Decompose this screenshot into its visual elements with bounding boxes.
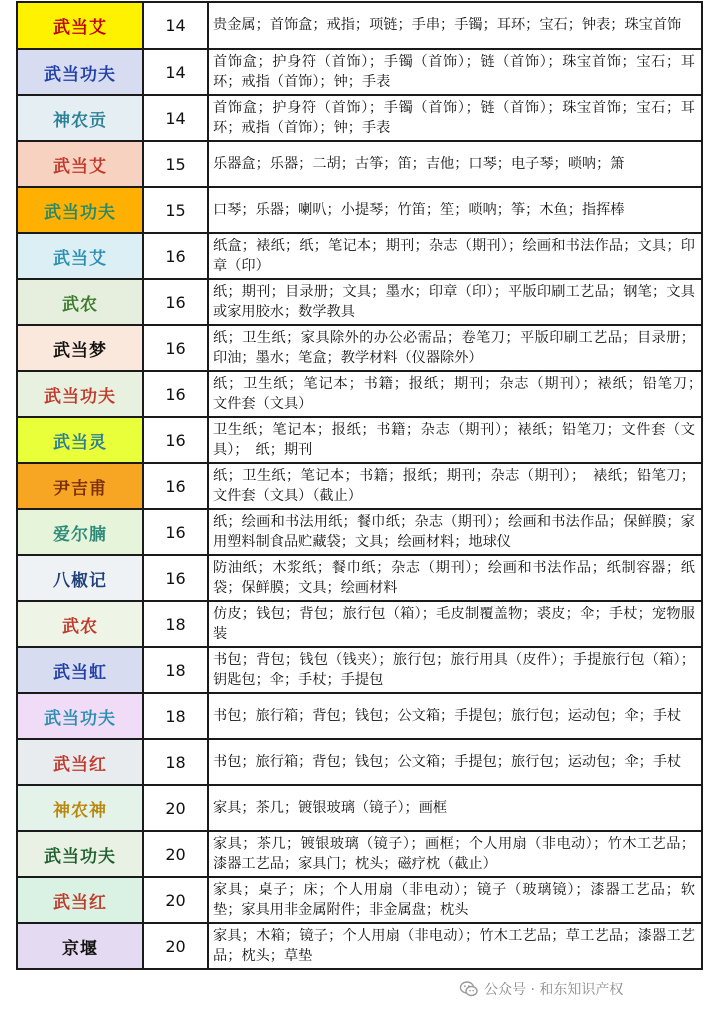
table-row — [17, 831, 702, 877]
class-number-cell: 14 — [143, 49, 208, 95]
goods-list-cell: 书包；背包；钱包（钱夹）；旅行包；旅行用具（皮件）；手提旅行包（箱）；钥匙包；伞；手杖；手提包 — [208, 647, 702, 693]
class-number-cell: 18 — [143, 693, 208, 739]
trademark-name-cell: 尹吉甫 — [17, 463, 143, 509]
trademark-name-cell: 武当艾 — [17, 2, 143, 49]
class-number-cell: 16 — [143, 417, 208, 463]
table-row — [17, 95, 702, 141]
class-number-cell: 16 — [143, 509, 208, 555]
class-number-cell: 16 — [143, 279, 208, 325]
goods-list-cell: 首饰盒；护身符（首饰）；手镯（首饰）；链（首饰）；珠宝首饰；宝石；耳环；戒指（首饰）；钟；手表 — [208, 95, 702, 141]
goods-list-cell: 仿皮；钱包；背包；旅行包（箱）；毛皮制覆盖物；裘皮；伞；手杖；宠物服装 — [208, 601, 702, 647]
class-number-cell: 18 — [143, 601, 208, 647]
class-number-cell: 16 — [143, 233, 208, 279]
trademark-name-cell: 武当功夫 — [17, 693, 143, 739]
table-row — [17, 647, 702, 693]
goods-list-cell: 卫生纸；笔记本；报纸；书籍；杂志（期刊）；裱纸；铅笔刀；文件套（文具）； 纸；期刊 — [208, 417, 702, 463]
trademark-name-cell: 武当功夫 — [17, 187, 143, 233]
table-row — [17, 555, 702, 601]
class-number-cell: 16 — [143, 325, 208, 371]
wechat-icon — [459, 979, 479, 999]
goods-list-cell: 家具；桌子；床；个人用扇（非电动）；镜子（玻璃镜）；漆器工艺品；软垫；家具用非金属附件；非金属盘；枕头 — [208, 877, 702, 923]
class-number-cell: 20 — [143, 831, 208, 877]
table-row — [17, 49, 702, 95]
trademark-name-cell: 武当红 — [17, 739, 143, 785]
table-row — [17, 233, 702, 279]
trademark-name-cell: 神农神 — [17, 785, 143, 831]
table-row — [17, 463, 702, 509]
trademark-name-cell: 武当功夫 — [17, 831, 143, 877]
trademark-name-cell: 武当梦 — [17, 325, 143, 371]
goods-list-cell: 乐器盒；乐器；二胡；古筝；笛；吉他；口琴；电子琴；唢呐；箫 — [208, 141, 702, 187]
goods-list-cell: 首饰盒；护身符（首饰）；手镯（首饰）；链（首饰）；珠宝首饰；宝石；耳环；戒指（首饰）；钟；手表 — [208, 49, 702, 95]
goods-list-cell: 纸；卫生纸；笔记本；书籍；报纸；期刊；杂志（期刊）；裱纸；铅笔刀； 文件套（文具） — [208, 371, 702, 417]
goods-list-cell: 家具；茶几；镀银玻璃（镜子）；画框 — [208, 785, 702, 831]
goods-list-cell: 书包；旅行箱；背包；钱包；公文箱；手提包；旅行包；运动包；伞；手杖 — [208, 739, 702, 785]
table-row — [17, 371, 702, 417]
table-row — [17, 877, 702, 923]
watermark — [455, 976, 627, 1002]
goods-list-cell: 防油纸；木浆纸；餐巾纸；杂志（期刊）；绘画和书法作品；纸制容器；纸袋；保鲜膜；文具；绘画材料 — [208, 555, 702, 601]
goods-list-cell: 贵金属；首饰盒；戒指；项链；手串；手镯；耳环；宝石；钟表；珠宝首饰 — [208, 2, 702, 49]
class-number-cell: 14 — [143, 95, 208, 141]
trademark-table — [16, 1, 710, 970]
goods-list-cell: 家具；木箱；镜子；个人用扇（非电动）；竹木工艺品；草工艺品；漆器工艺品；枕头；草垫 — [208, 923, 702, 969]
class-number-cell: 18 — [143, 647, 208, 693]
trademark-name-cell: 武农 — [17, 601, 143, 647]
class-number-cell: 16 — [143, 371, 208, 417]
trademark-name-cell: 武当艾 — [17, 233, 143, 279]
watermark-text: 公众号 · 和东知识产权 — [484, 982, 624, 998]
goods-list-cell: 口琴；乐器；喇叭；小提琴；竹笛；笙；唢呐；筝；木鱼；指挥棒 — [208, 187, 702, 233]
class-number-cell: 20 — [143, 785, 208, 831]
goods-list-cell: 纸；卫生纸；笔记本；书籍；报纸；期刊；杂志（期刊）； 裱纸；铅笔刀；文件套（文具）（截止） — [208, 463, 702, 509]
class-number-cell: 20 — [143, 877, 208, 923]
trademark-name-cell: 武当灵 — [17, 417, 143, 463]
trademark-name-cell: 爱尔腩 — [17, 509, 143, 555]
trademark-table-body — [17, 2, 710, 969]
class-number-cell: 15 — [143, 141, 208, 187]
trademark-name-cell: 武农 — [17, 279, 143, 325]
goods-list-cell: 家具；茶几；镀银玻璃（镜子）；画框；个人用扇（非电动）；竹木工艺品；漆器工艺品；家具门；枕头；磁疗枕（截止） — [208, 831, 702, 877]
goods-list-cell: 纸；卫生纸；家具除外的办公必需品；卷笔刀；平版印刷工艺品；目录册；印油；墨水；笔盒；教学材料（仪器除外） — [208, 325, 702, 371]
goods-list-cell: 书包；旅行箱；背包；钱包；公文箱；手提包；旅行包；运动包；伞；手杖 — [208, 693, 702, 739]
table-row — [17, 325, 702, 371]
trademark-name-cell: 武当虹 — [17, 647, 143, 693]
goods-list-cell: 纸；绘画和书法用纸；餐巾纸；杂志（期刊）；绘画和书法作品；保鲜膜；家用塑料制食品贮藏袋；文具；绘画材料；地球仪 — [208, 509, 702, 555]
class-number-cell: 16 — [143, 463, 208, 509]
trademark-name-cell: 京堰 — [17, 923, 143, 969]
table-row — [17, 141, 702, 187]
table-row — [17, 2, 702, 49]
class-number-cell: 16 — [143, 555, 208, 601]
class-number-cell: 15 — [143, 187, 208, 233]
trademark-name-cell: 八椒记 — [17, 555, 143, 601]
table-row — [17, 693, 702, 739]
table-row — [17, 739, 702, 785]
trademark-name-cell: 神农贡 — [17, 95, 143, 141]
trademark-name-cell: 武当功夫 — [17, 49, 143, 95]
goods-list-cell: 纸盒；裱纸；纸；笔记本；期刊；杂志（期刊）；绘画和书法作品；文具；印章（印） — [208, 233, 702, 279]
class-number-cell: 20 — [143, 923, 208, 969]
table-row — [17, 785, 702, 831]
class-number-cell: 14 — [143, 2, 208, 49]
goods-list-cell: 纸；期刊；目录册；文具；墨水；印章（印）；平版印刷工艺品；钢笔；文具或家用胶水；数学教具 — [208, 279, 702, 325]
table-row — [17, 187, 702, 233]
trademark-name-cell: 武当艾 — [17, 141, 143, 187]
table-row — [17, 509, 702, 555]
table-row — [17, 417, 702, 463]
class-number-cell: 18 — [143, 739, 208, 785]
trademark-name-cell: 武当红 — [17, 877, 143, 923]
table-row — [17, 601, 702, 647]
table-row — [17, 279, 702, 325]
trademark-name-cell: 武当功夫 — [17, 371, 143, 417]
table-row — [17, 923, 702, 969]
